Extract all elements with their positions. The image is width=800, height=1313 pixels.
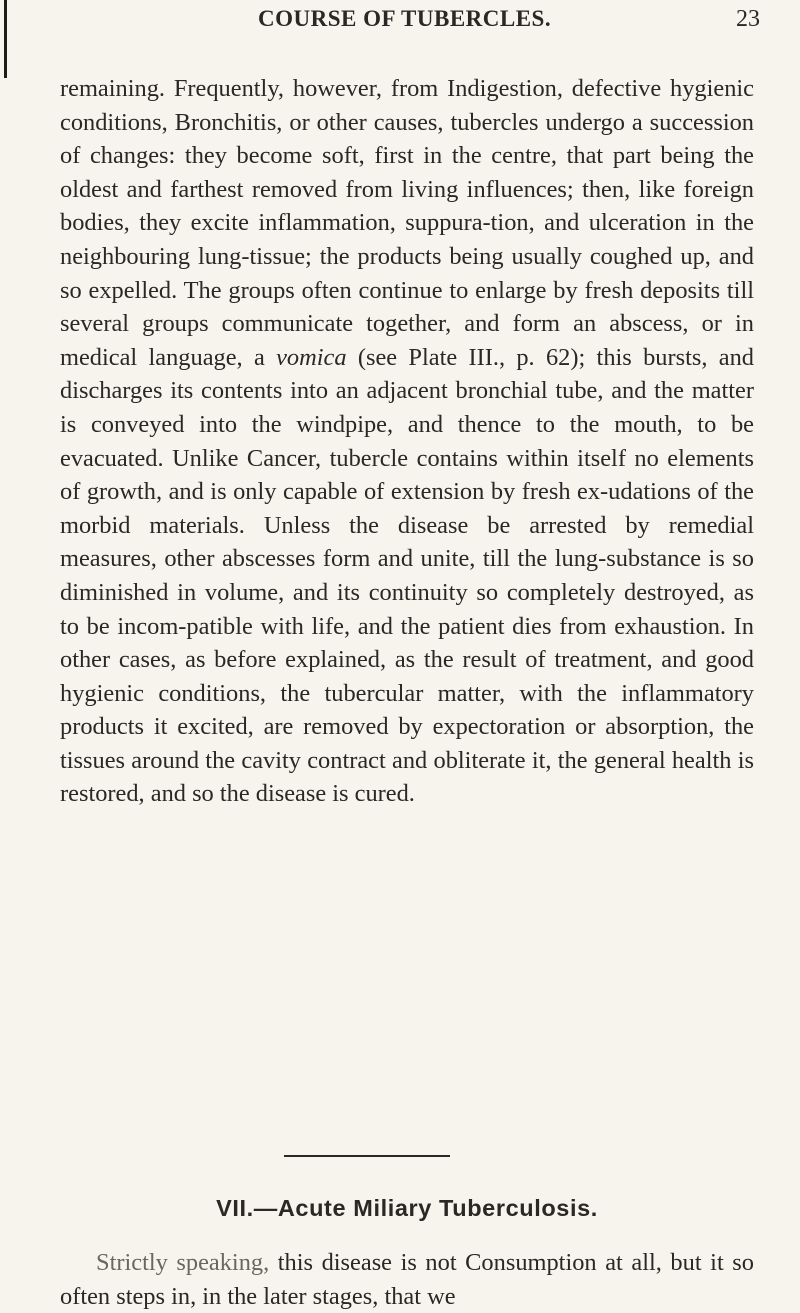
italic-term-vomica: vomica (276, 343, 347, 371)
body-paragraph (60, 72, 754, 811)
body-text-part-2: (see Plate III., p. 62); this bursts, and discharges its contents into an adjacent bronchial tube, and the matter is conveyed into the windpipe, and thence to the mouth, to be evacuated. Unlike Cancer, tubercle contains within itself no elements of growth, and is only capable of extension by fresh ex-udations of the morbid materials. Unless the disease be arrested by remedial measures, other abscesses form and unite, till the lung-substance is so diminished in volume, and its continuity so completely destroyed, as to be incom-patible with life, and the patient dies from exhaustion. In other cases, as before explained, as the result of treatment, and good hygienic conditions, the tubercular matter, with the inflammatory products it excited, are removed by expectoration or absorption, the tissues around the cavity contract and obliterate it, the general health is restored, and so the disease is cured. (60, 343, 754, 808)
body-text-part-1: remaining. Frequently, however, from Indigestion, defective hygienic conditions, Bronchitis, or other causes, tubercles undergo a succession of changes: they become soft, first in the centre, that part being the oldest and farthest removed from living influences; then, like foreign bodies, they excite inflammation, suppura-tion, and ulceration in the neighbouring lung-tissue; the products being usually coughed up, and so expelled. The groups often continue to enlarge by fresh deposits till several groups communicate together, and form an abscess, or in medical language, a (60, 75, 754, 371)
page-edge-line (4, 0, 7, 78)
section-paragraph (60, 1246, 754, 1313)
section-text: this disease is not Consumption at all, but it so often steps in, in the later stages, that we (60, 1249, 754, 1310)
section-lead-words: Strictly speaking, (96, 1249, 270, 1276)
section-heading: VII.—Acute Miliary Tuberculosis. (216, 1195, 598, 1221)
section-divider (284, 1155, 450, 1157)
page-number: 23 (736, 6, 760, 32)
page-header (60, 6, 760, 38)
running-head: COURSE OF TUBERCLES. (258, 6, 552, 31)
